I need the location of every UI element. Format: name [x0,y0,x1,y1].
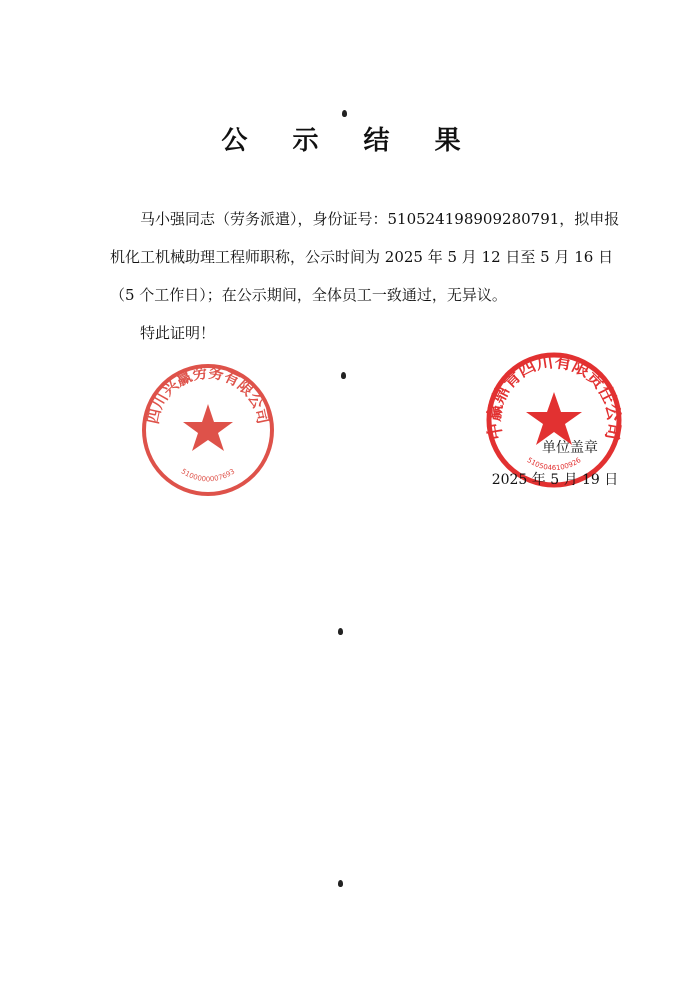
svg-text:5100000007693 [180,467,237,483]
document-title: 公 示 结 果 [221,126,479,156]
seal-left-serial: 5100000007693 [179,467,237,484]
scan-mark [342,110,347,117]
scan-mark [338,628,343,635]
star-icon [183,404,233,451]
seal-right-serial: 5105046100926 [525,456,583,473]
signature-date: 2025 年 5 月 19 日 [491,472,619,488]
seal-left-text: 四川兴赢劳务有限公司 [143,363,273,426]
document-body [110,200,625,352]
scan-mark [338,880,343,887]
notice-paragraph: 马小强同志（劳务派遣），身份证号：510524198909280791，拟申报机化工机械助理工程师职称，公示时间为 2025 年 5 月 12 日至 5 月 16 日（5 个工作日）；在公示期间，全体员工一致通过，无异议。 [110,210,620,304]
scan-mark [341,372,346,379]
signature-block [480,432,630,496]
seal-right-text: 中赢鼎青四川有限责任公司 [484,351,624,442]
signature-label: 单位盖章 [542,440,598,456]
company-seal-left [138,360,278,500]
closing-statement: 特此证明！ [140,324,216,342]
